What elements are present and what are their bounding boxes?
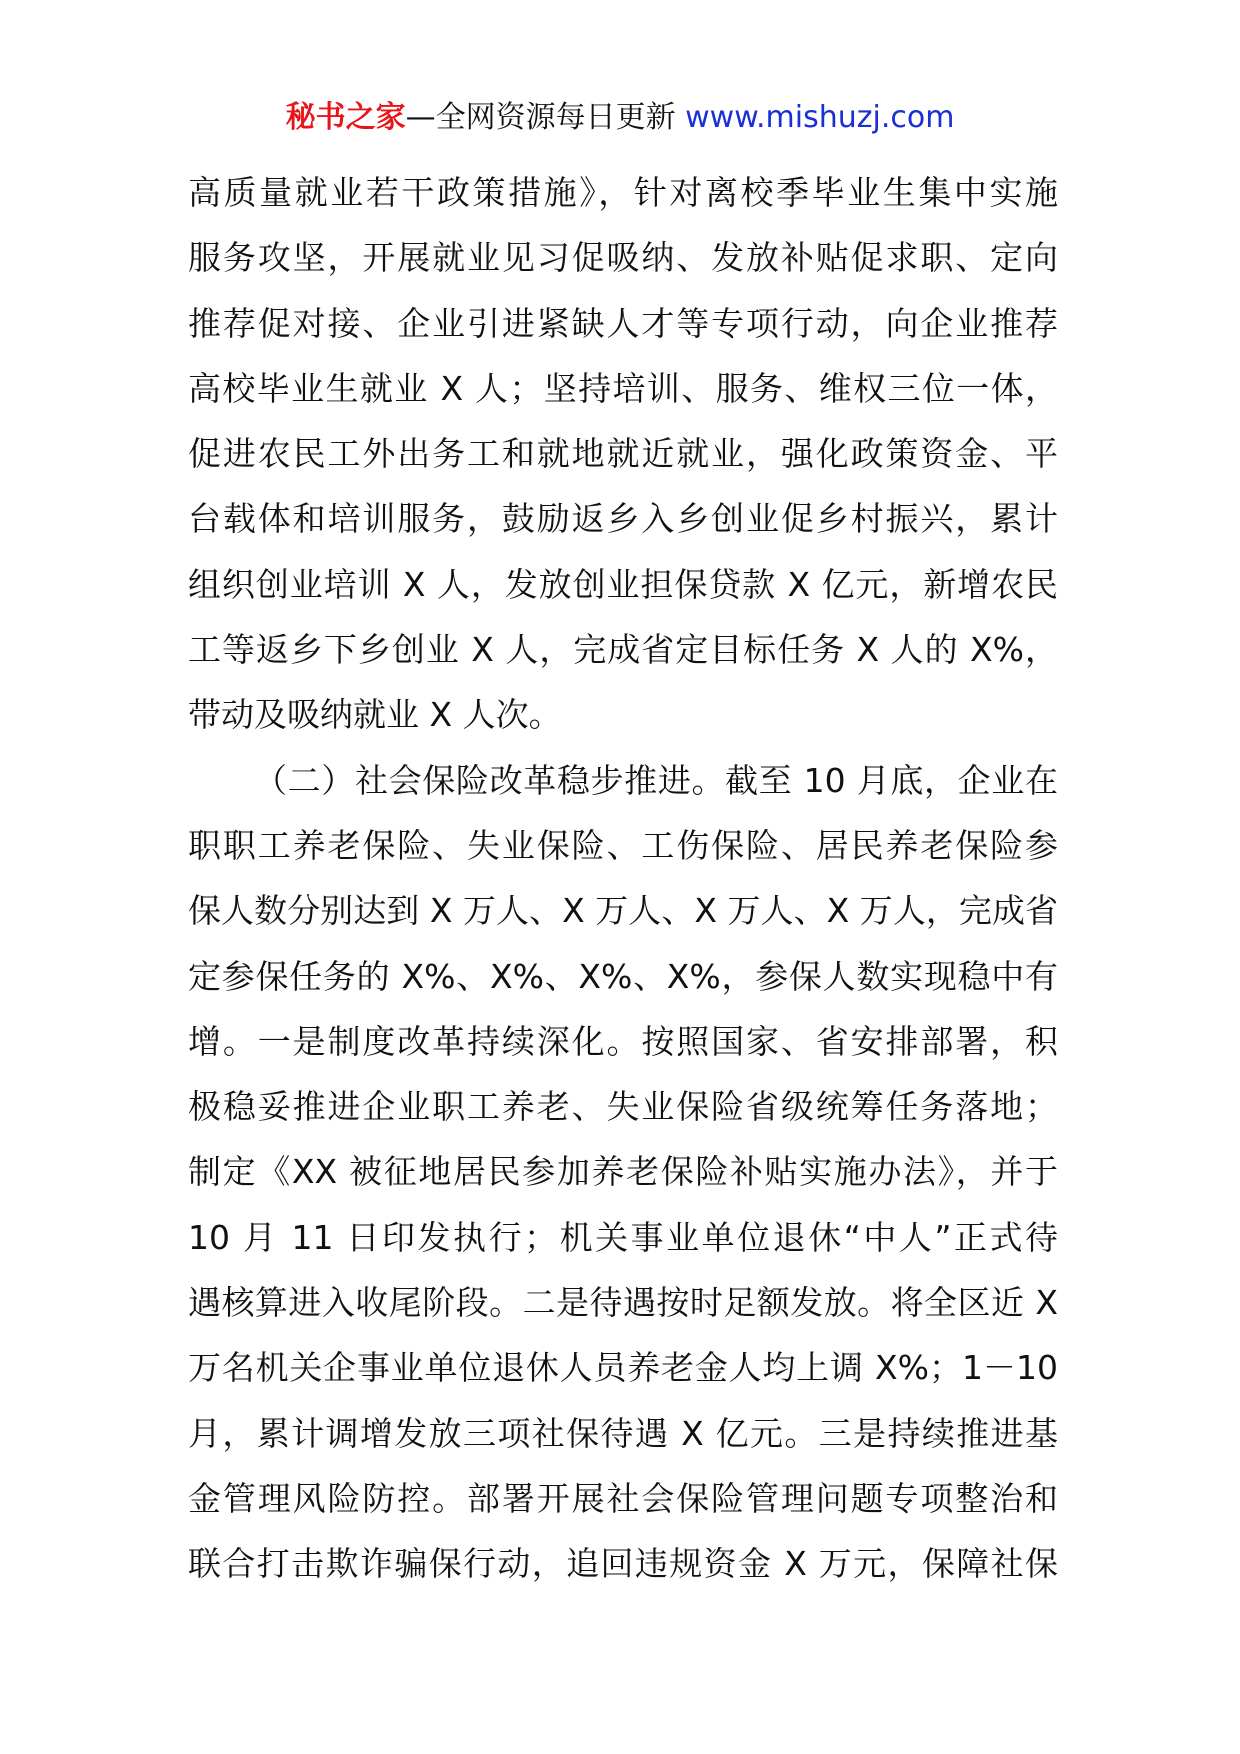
text-line: 联合打击欺诈骗保行动，追回违规资金 X 万元，保障社保 (188, 1544, 1058, 1584)
text-line: 服务攻坚，开展就业见习促吸纳、发放补贴促求职、定向 (188, 238, 1058, 278)
document-body (188, 160, 1058, 1597)
text-line: 职职工养老保险、失业保险、工伤保险、居民养老保险参 (188, 825, 1058, 865)
page-header (0, 98, 1240, 138)
paragraph-end-line: 带动及吸纳就业 X 人次。 (188, 695, 562, 735)
text-line: 遇核算进入收尾阶段。二是待遇按时足额发放。将全区近 X (188, 1283, 1058, 1323)
text-line: 高质量就业若干政策措施》，针对离校季毕业生集中实施 (188, 173, 1058, 212)
text-line: 制定《XX 被征地居民参加养老保险补贴实施办法》，并于 (188, 1152, 1058, 1192)
text-line: 工等返乡下乡创业 X 人，完成省定目标任务 X 人的 X%， (188, 630, 1058, 670)
text-line: 保人数分别达到 X 万人、X 万人、X 万人、X 万人，完成省 (188, 891, 1058, 931)
text-line: 金管理风险防控。部署开展社会保险管理问题专项整治和 (188, 1478, 1058, 1518)
text-line: 10 月 11 日印发执行；机关事业单位退休“中人”正式待 (188, 1217, 1058, 1257)
text-line: 增。一是制度改革持续深化。按照国家、省安排部署，积 (188, 1021, 1058, 1061)
brand-name: 秘书之家 (285, 100, 406, 135)
section-heading-line: （二）社会保险改革稳步推进。截至 10 月底，企业在 (254, 760, 1058, 800)
text-line: 万名机关企事业单位退休人员养老金人均上调 X%；1－10 (188, 1348, 1058, 1388)
text-line: 推荐促对接、企业引进紧缺人才等专项行动，向企业推荐 (188, 303, 1058, 343)
text-line: 定参保任务的 X%、X%、X%、X%，参保人数实现稳中有 (188, 956, 1058, 996)
header-tagline: —全网资源每日更新 (405, 100, 676, 135)
text-line: 组织创业培训 X 人，发放创业担保贷款 X 亿元，新增农民 (188, 564, 1058, 604)
site-url-link[interactable]: www.mishuzj.com (685, 100, 955, 135)
text-line: 极稳妥推进企业职工养老、失业保险省级统筹任务落地； (188, 1087, 1058, 1127)
text-line: 促进农民工外出务工和就地就近就业，强化政策资金、平 (188, 434, 1058, 474)
text-line: 高校毕业生就业 X 人；坚持培训、服务、维权三位一体， (188, 368, 1058, 408)
text-line: 台载体和培训服务，鼓励返乡入乡创业促乡村振兴，累计 (188, 499, 1058, 539)
text-line: 月，累计调增发放三项社保待遇 X 亿元。三是持续推进基 (188, 1413, 1058, 1453)
